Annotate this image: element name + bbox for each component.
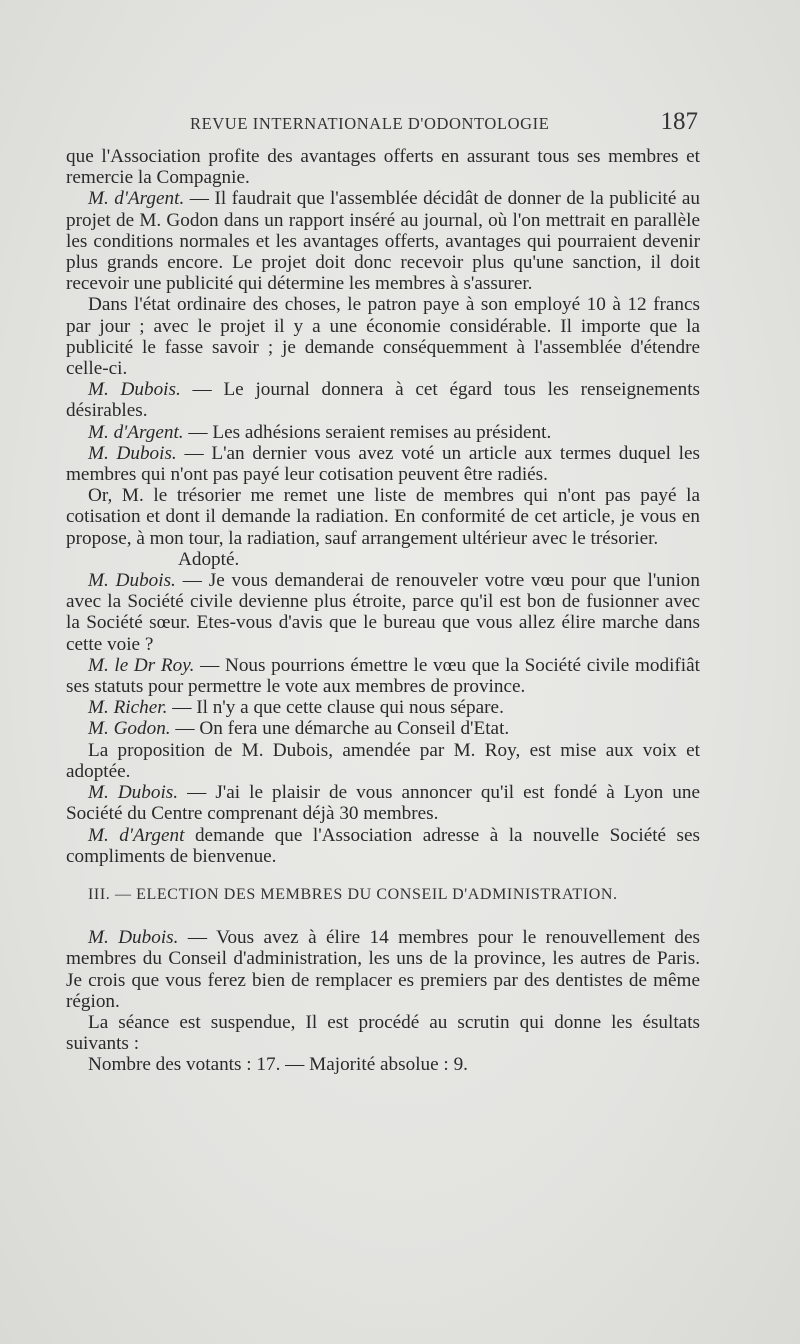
paragraph <box>66 485 700 549</box>
paragraph-text: — Il n'y a que cette clause qui nous sépare. <box>167 697 504 719</box>
speaker-name: M. Richer. <box>88 697 168 719</box>
paragraph <box>66 697 700 718</box>
paragraph <box>66 188 700 294</box>
speaker-name: M. Godon. <box>88 718 171 740</box>
running-title: REVUE INTERNATIONALE D'ODONTOLOGIE <box>190 114 550 133</box>
paragraph <box>66 740 700 782</box>
speaker-name: M. le Dr Roy. <box>88 654 195 676</box>
paragraph-text: — Nous pourrions émettre le vœu que la Société civile modifiât ses statuts pour permettre le vote aux membres de province. <box>66 654 700 698</box>
paragraph <box>66 422 700 443</box>
body-text <box>66 146 700 1076</box>
paragraph <box>66 655 700 697</box>
speaker-name: M. d'Argent <box>88 824 185 846</box>
paragraph <box>66 443 700 485</box>
speaker-name: M. Dubois. <box>88 379 181 401</box>
paragraph-text: demande que l'Association adresse à la nouvelle Société ses compliments de bienvenue. <box>66 824 700 867</box>
paragraph-text: Adopté. <box>178 548 240 570</box>
paragraph <box>66 1012 700 1054</box>
page-header <box>190 108 710 138</box>
paragraph <box>66 549 700 570</box>
paragraph-text: La séance est suspendue, Il est procédé au scrutin qui donne les ésultats suivants : <box>66 1011 700 1055</box>
paragraph-text: — Il faudrait que l'assemblée décidât de donner de la publicité au projet de M. Godon dans un rapport inséré au journal, où l'on mettrait en parallèle les conditions normales et les avantages offerts, avantages qui pourraient devenir plus grands encore. Le projet doit donc recevoir plus qu'une sanction, il doit recevoir une publicité qui détermine les membres à s'assurer. <box>66 188 700 295</box>
speaker-name: M. Dubois. <box>88 927 179 949</box>
paragraph <box>66 379 700 421</box>
paragraph <box>66 294 700 379</box>
section-heading: III. — ELECTION DES MEMBRES DU CONSEIL D'ADMINISTRATION. <box>88 885 618 903</box>
paragraph-text: — L'an dernier vous avez voté un article aux termes duquel les membres qui n'ont pas payé leur cotisation peuvent être radiés. <box>66 442 700 486</box>
speaker-name: M. Dubois. <box>88 442 177 464</box>
paragraph-text: La proposition de M. Dubois, amendée par M. Roy, est mise aux voix et adoptée. <box>66 739 700 782</box>
paragraph-text: — Le journal donnera à cet égard tous les renseignements désirables. <box>66 379 700 422</box>
paragraph-text: Nombre des votants : 17. — Majorité absolue : 9. <box>88 1054 468 1076</box>
paragraph <box>66 927 700 1012</box>
paragraph <box>66 570 700 655</box>
paragraph-text: Dans l'état ordinaire des choses, le patron paye à son employé 10 à 12 francs par jour ; avec le projet il y a une économie considérable. Il importe que la publicité le fasse savoir ; je demande conséquemment à l'assemblée d'étendre celle-ci. <box>66 294 700 380</box>
speaker-name: M. d'Argent. <box>88 188 185 210</box>
paragraph-text: Or, M. le trésorier me remet une liste de membres qui n'ont pas payé la cotisation et dont il demande la radiation. En conformité de cet article, je vous en propose, à mon tour, la radiation, sauf arrangement ultérieur avec le trésorier. <box>66 485 700 549</box>
paragraph-text: — On fera une démarche au Conseil d'Etat. <box>170 718 510 740</box>
paragraph-text: — Je vous demanderai de renouveler votre vœu pour que l'union avec la Société civile devienne plus étroite, parce qu'il est bon de fusionner avec la Société sœur. Etes-vous d'avis que le bureau que vous allez élire marche dans cette voie ? <box>66 570 700 655</box>
paragraph <box>66 718 700 739</box>
paragraph <box>66 146 700 188</box>
paragraph-text: — Vous avez à élire 14 membres pour le renouvellement des membres du Conseil d'administration, les uns de la province, les autres de Paris. Je crois que vous ferez bien de remplacer es premiers par des dentistes de même région. <box>66 927 700 1012</box>
paragraph-text: que l'Association profite des avantages offerts en assurant tous ses membres et remercie la Compagnie. <box>66 146 700 189</box>
page-number: 187 <box>660 108 698 135</box>
paragraph <box>66 1054 700 1075</box>
speaker-name: M. Dubois. <box>88 782 179 804</box>
speaker-name: M. Dubois. <box>88 570 176 592</box>
paragraph <box>66 825 700 867</box>
paragraph-text: — Les adhésions seraient remises au président. <box>183 421 552 443</box>
speaker-name: M. d'Argent. <box>88 421 184 443</box>
paragraph-text: — J'ai le plaisir de vous annoncer qu'il est fondé à Lyon une Société du Centre comprenant déjà 30 membres. <box>66 782 700 825</box>
paragraph <box>66 782 700 824</box>
